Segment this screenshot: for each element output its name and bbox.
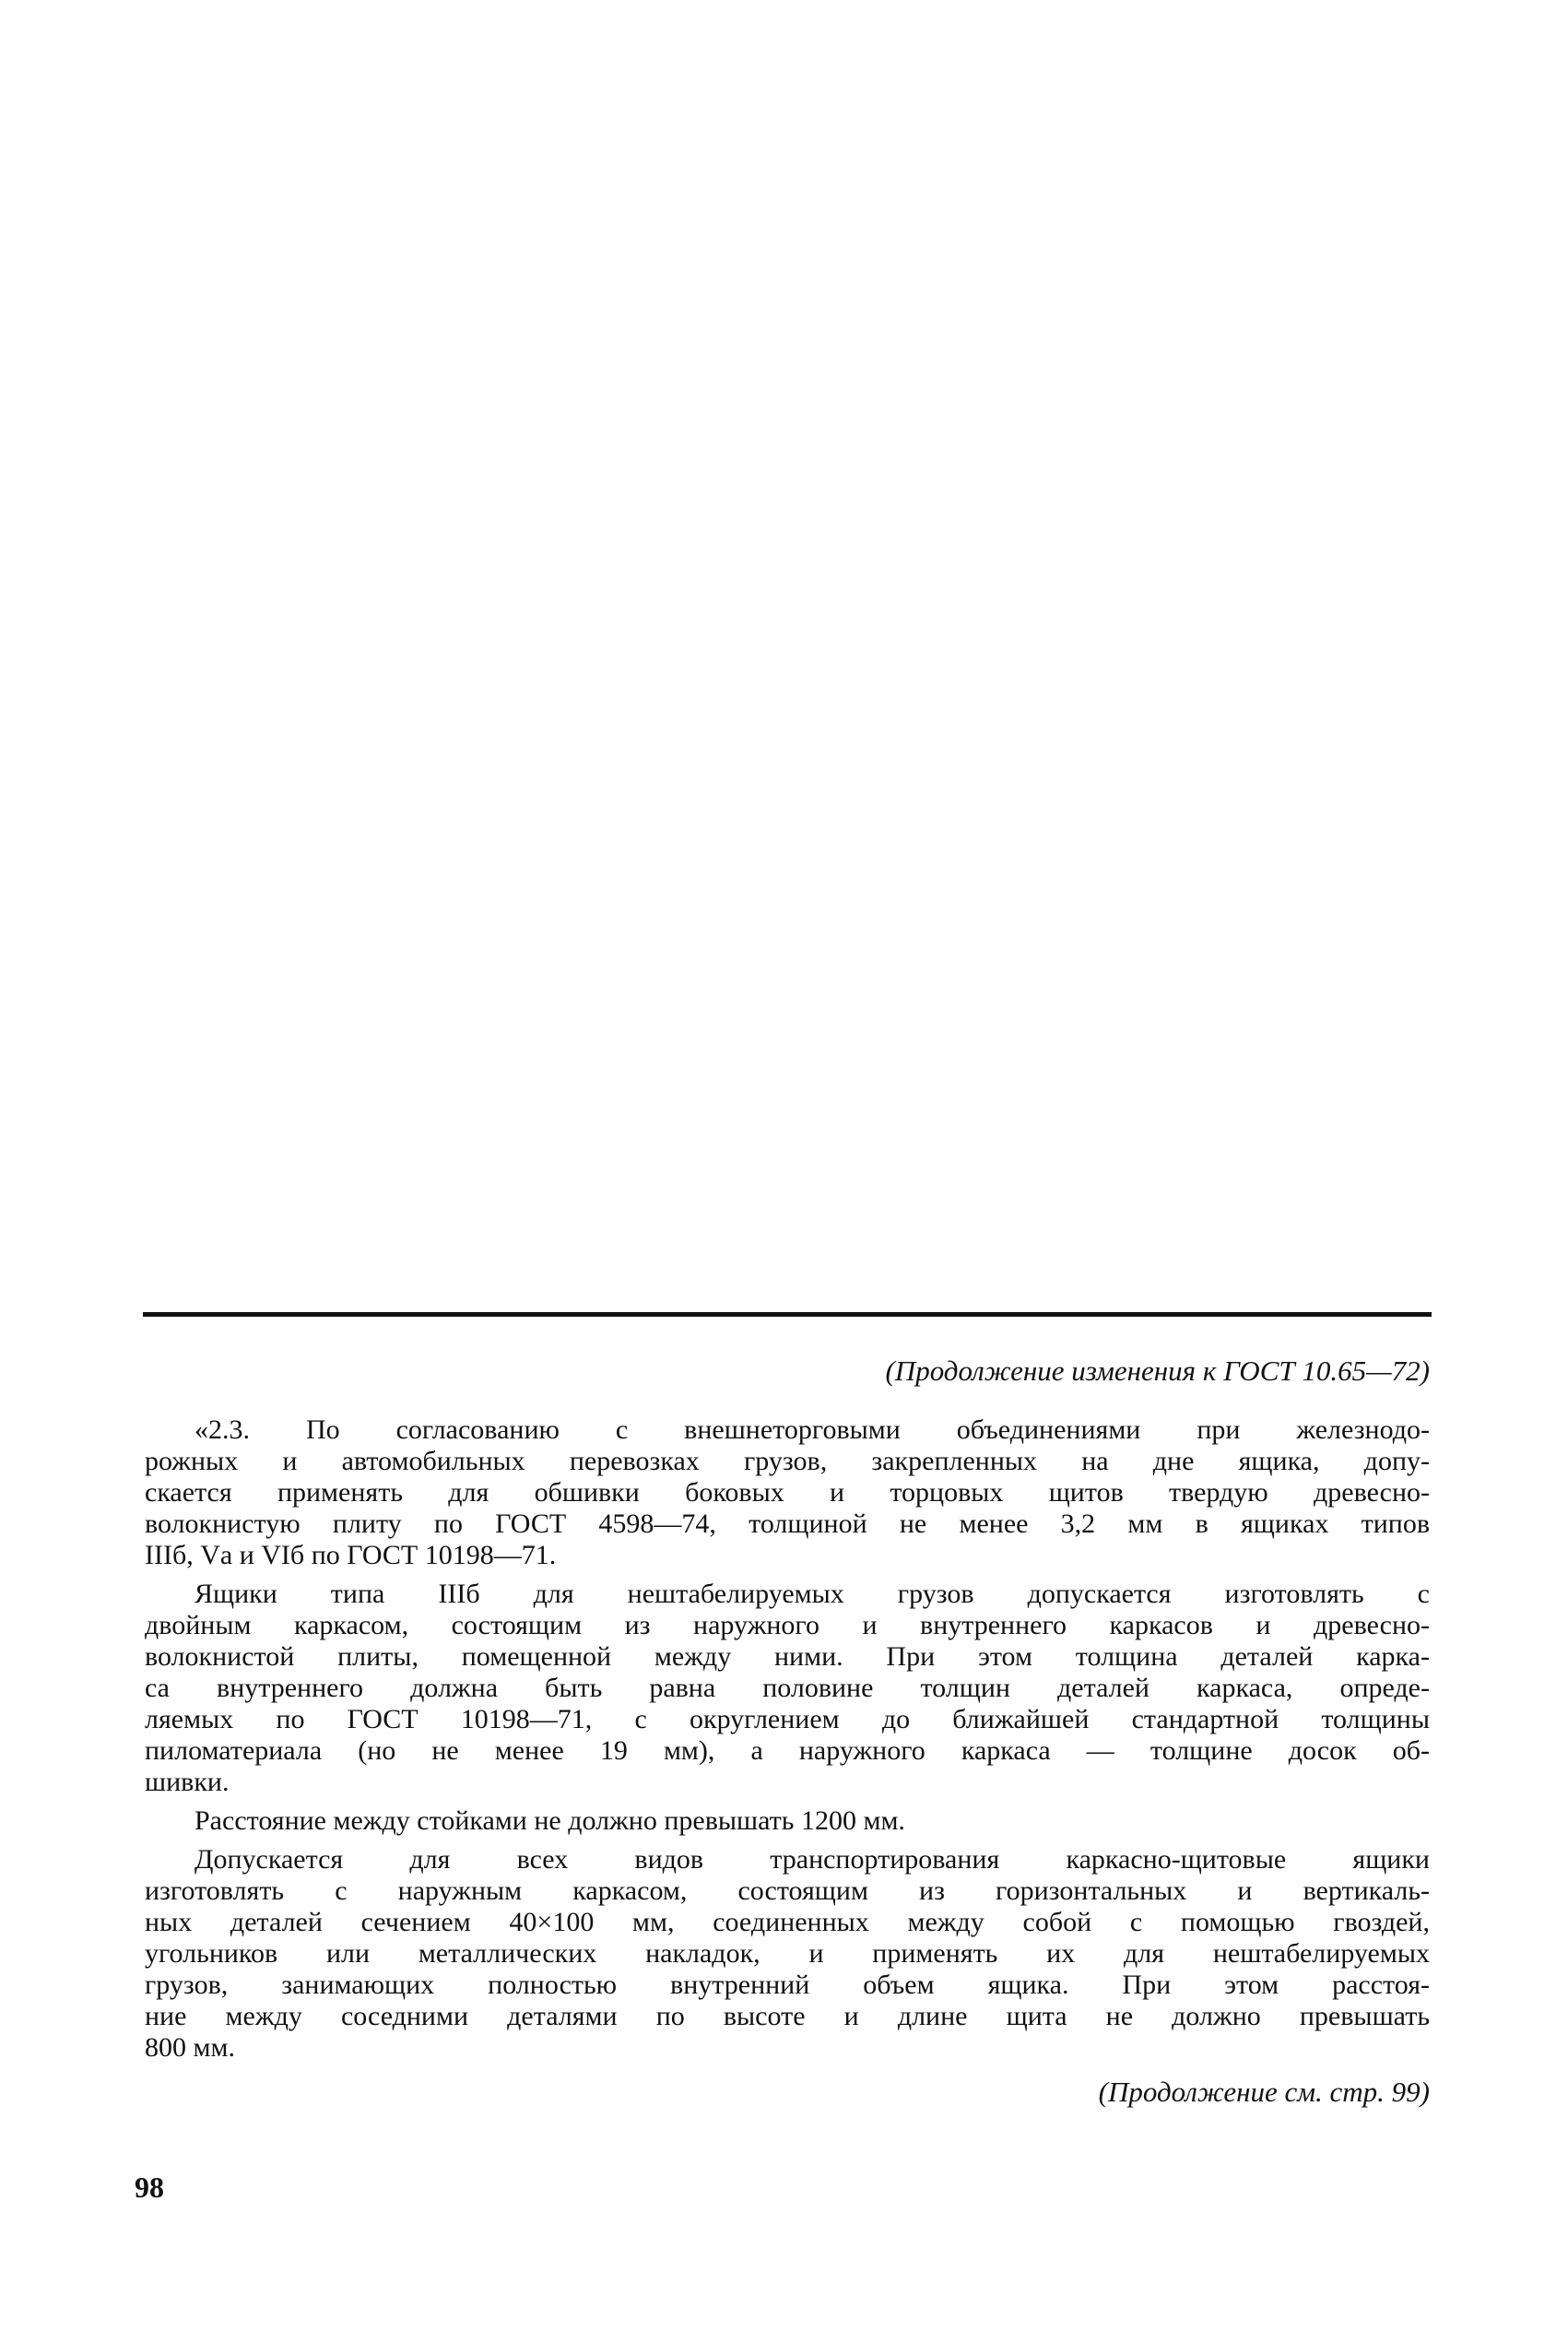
- text-line: «2.3. По согласованию с внешнеторговыми объединениями при железнодо-: [195, 1414, 1430, 1445]
- continuation-header: (Продолжение изменения к ГОСТ 10.65—72): [885, 1355, 1430, 1387]
- paragraph: [145, 1579, 1430, 1798]
- text-line: двойным каркасом, состоящим из наружного и внутреннего каркасов и древесно-: [145, 1610, 1430, 1640]
- document-body: [145, 1414, 1430, 2071]
- text-line: Расстояние между стойками не должно превышать 1200 мм.: [195, 1805, 905, 1836]
- text-line: угольников или металлических накладок, и применять их для нештабелируемых: [145, 1938, 1430, 1969]
- text-line: волокнистой плиты, помещенной между ними. При этом толщина деталей карка-: [145, 1641, 1430, 1672]
- text-line: скается применять для обшивки боковых и торцовых щитов твердую древесно-: [145, 1477, 1430, 1508]
- text-line: 800 мм.: [145, 2032, 235, 2063]
- text-line: ных деталей сечением 40×100 мм, соединенных между собой с помощью гвоздей,: [145, 1907, 1430, 1937]
- text-line: рожных и автомобильных перевозках грузов, закрепленных на дне ящика, допу-: [145, 1446, 1430, 1476]
- text-line: Ящики типа IIIб для нештабелируемых грузов допускается изготовлять с: [195, 1579, 1430, 1609]
- page-number: 98: [135, 2171, 164, 2204]
- continuation-footer: (Продолжение см. стр. 99): [1098, 2076, 1430, 2108]
- text-line: ние между соседними деталями по высоте и длине щита не должно превышать: [145, 2001, 1430, 2031]
- paragraph: [145, 1805, 1430, 1837]
- text-line: пиломатериала (но не менее 19 мм), а наружного каркаса — толщине досок об-: [145, 1735, 1430, 1766]
- text-line: изготовлять с наружным каркасом, состоящим из горизонтальных и вертикаль-: [145, 1875, 1430, 1906]
- paragraph: [145, 1414, 1430, 1571]
- text-line: волокнистую плиту по ГОСТ 4598—74, толщиной не менее 3,2 мм в ящиках типов: [145, 1509, 1430, 1539]
- text-line: IIIб, Vа и VIб по ГОСТ 10198—71.: [145, 1540, 557, 1570]
- top-rule: [143, 1312, 1432, 1317]
- text-line: грузов, занимающих полностью внутренний объем ящика. При этом расстоя-: [145, 1970, 1430, 2000]
- text-line: шивки.: [145, 1767, 230, 1797]
- text-line: са внутреннего должна быть равна половине толщин деталей каркаса, опреде-: [145, 1673, 1430, 1703]
- text-line: ляемых по ГОСТ 10198—71, с округлением до ближайшей стандартной толщины: [145, 1704, 1430, 1734]
- paragraph: [145, 1844, 1430, 2064]
- text-line: Допускается для всех видов транспортирования каркасно-щитовые ящики: [195, 1844, 1430, 1875]
